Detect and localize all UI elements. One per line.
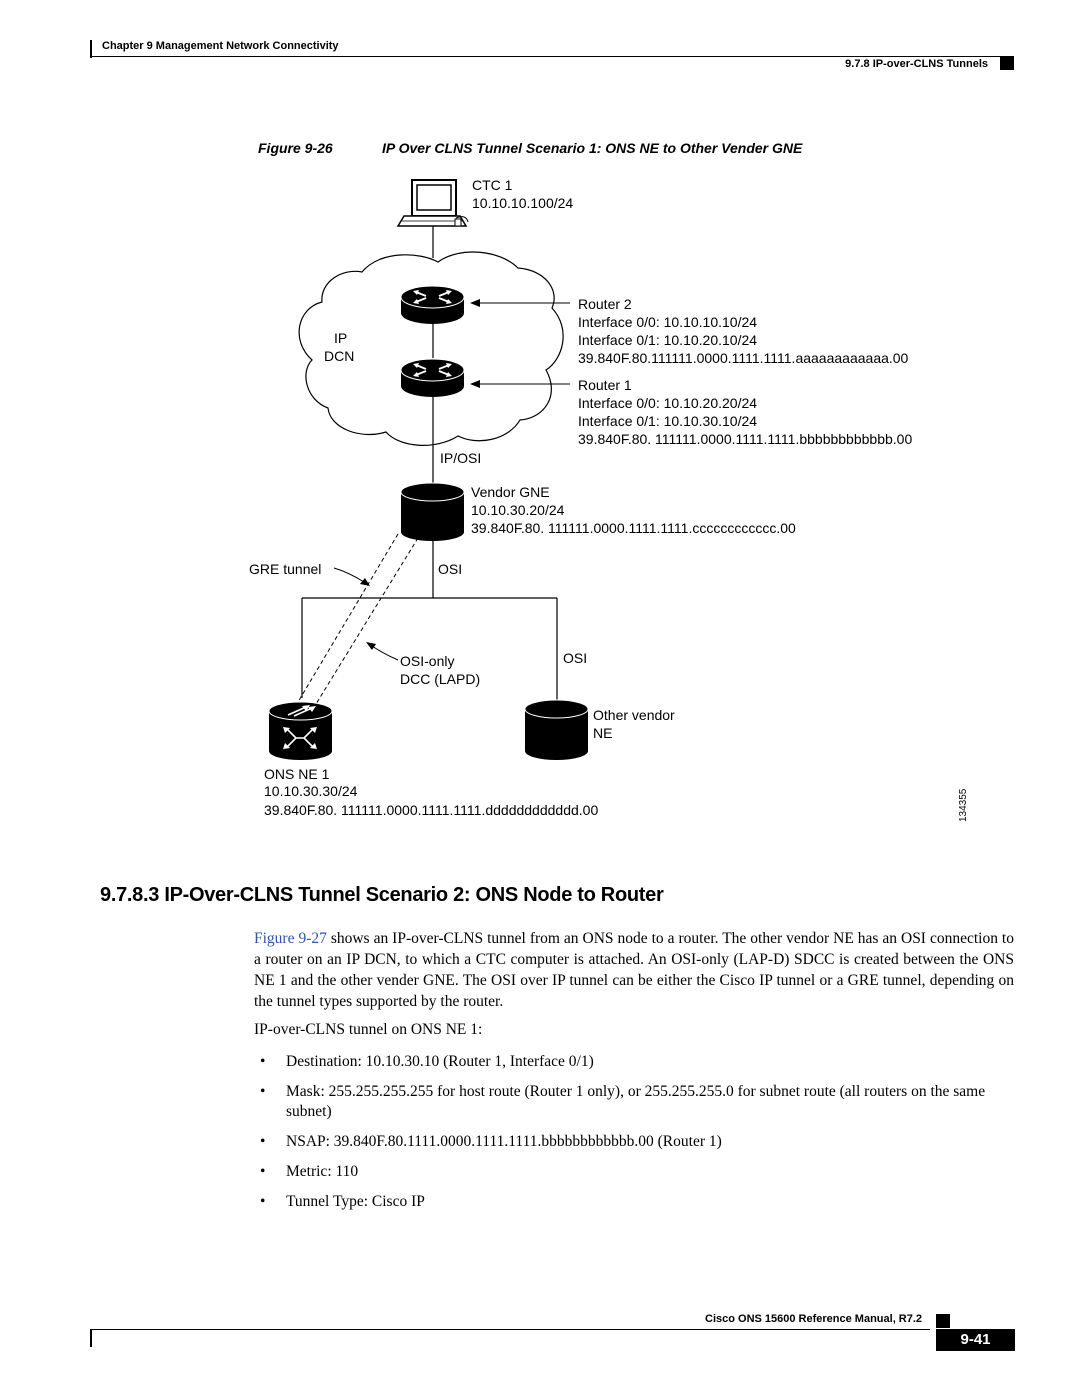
footer-marker bbox=[936, 1314, 950, 1328]
vendor-gne-icon bbox=[401, 483, 464, 541]
list-item: • Tunnel Type: Cisco IP bbox=[254, 1192, 1016, 1212]
gre-tunnel-label: GRE tunnel bbox=[249, 561, 322, 577]
footer-title: Cisco ONS 15600 Reference Manual, R7.2 bbox=[705, 1313, 923, 1325]
paragraph-text: shows an IP-over-CLNS tunnel from an ONS node to a router. The other vendor NE has an OSI connection to a router on an IP DCN, to which a CTC computer is attached. An OSI-only (LAP-D) SDCC is created between the ONS NE 1 and the other vender GNE. The OSI over IP tunnel can be either the Cisco IP tunnel or a GRE tunnel, depending on the tunnel types supported by the router. bbox=[254, 930, 1014, 1010]
vendor-gne-nsap: 39.840F.80. 111111.0000.1111.1111.cccccccccccc.00 bbox=[471, 520, 796, 536]
router-1-name: Router 1 bbox=[578, 377, 632, 393]
router-2-if0: Interface 0/0: 10.10.10.10/24 bbox=[578, 314, 758, 330]
list-item: • Destination: 10.10.30.10 (Router 1, Interface 0/1) bbox=[254, 1052, 1016, 1072]
ctc-name: CTC 1 bbox=[472, 177, 513, 193]
router-2-icon bbox=[401, 286, 464, 324]
other-vendor-label: Other vendor bbox=[593, 707, 675, 723]
router-1-if1: Interface 0/1: 10.10.30.10/24 bbox=[578, 413, 758, 429]
art-number: 134355 bbox=[958, 788, 969, 822]
list-item: • Metric: 110 bbox=[254, 1162, 1016, 1182]
tunnel-settings-list bbox=[254, 1052, 1016, 1222]
section-heading: 9.7.8.3 IP-Over-CLNS Tunnel Scenario 2: ONS Node to Router bbox=[100, 884, 664, 906]
figure-link[interactable]: Figure 9-27 bbox=[254, 930, 327, 947]
computer-icon bbox=[398, 180, 468, 226]
footer-rule-bar bbox=[90, 1329, 92, 1347]
vendor-gne-ip: 10.10.30.20/24 bbox=[471, 502, 565, 518]
vendor-gne-name: Vendor GNE bbox=[471, 484, 550, 500]
osi-right-label: OSI bbox=[563, 650, 588, 666]
ctc-ip: 10.10.10.100/24 bbox=[472, 195, 574, 211]
page-number: 9-41 bbox=[936, 1329, 1015, 1351]
tunnel-intro: IP-over-CLNS tunnel on ONS NE 1: bbox=[254, 1021, 483, 1038]
figure-label: Figure 9-26 bbox=[258, 140, 333, 156]
router-1-nsap: 39.840F.80. 111111.0000.1111.1111.bbbbbbbbbbbb.00 bbox=[578, 431, 913, 447]
router-1-if0: Interface 0/0: 10.10.20.20/24 bbox=[578, 395, 758, 411]
osi-top-label: OSI bbox=[438, 561, 463, 577]
router-2-nsap: 39.840F.80.111111.0000.1111.1111.aaaaaaaaaaaa.00 bbox=[578, 350, 909, 366]
list-item: • NSAP: 39.840F.80.1111.0000.1111.1111.bbbbbbbbbbbb.00 (Router 1) bbox=[254, 1132, 1016, 1152]
footer-rule bbox=[90, 1329, 930, 1330]
router-1-icon bbox=[401, 359, 464, 397]
cloud-label-ip: IP bbox=[334, 330, 348, 346]
other-vendor-ne-icon bbox=[525, 700, 588, 760]
ons-ne-name: ONS NE 1 bbox=[264, 766, 330, 782]
osi-only-label: OSI-only bbox=[400, 653, 455, 669]
ons-ne-nsap: 39.840F.80. 111111.0000.1111.1111.dddddddddddd.00 bbox=[264, 802, 599, 818]
header-section: 9.7.8 IP-over-CLNS Tunnels bbox=[845, 58, 988, 70]
section-paragraph bbox=[254, 928, 1014, 1012]
ons-ne-icon bbox=[269, 702, 332, 760]
router-2-name: Router 2 bbox=[578, 296, 632, 312]
ip-osi-label: IP/OSI bbox=[440, 450, 482, 466]
list-item: • Mask: 255.255.255.255 for host route (Router 1 only), or 255.255.255.0 for subnet route (all routers on the same subnet) bbox=[254, 1082, 1016, 1122]
dcc-lapd-label: DCC (LAPD) bbox=[400, 671, 481, 687]
ons-ne-ip: 10.10.30.30/24 bbox=[264, 783, 358, 799]
router-2-if1: Interface 0/1: 10.10.20.10/24 bbox=[578, 332, 758, 348]
other-vendor-ne-label: NE bbox=[593, 725, 613, 741]
header-chapter: Chapter 9 Management Network Connectivity bbox=[102, 40, 339, 52]
figure-title: IP Over CLNS Tunnel Scenario 1: ONS NE to Other Vender GNE bbox=[382, 140, 803, 156]
cloud-label-dcn: DCN bbox=[324, 348, 355, 364]
